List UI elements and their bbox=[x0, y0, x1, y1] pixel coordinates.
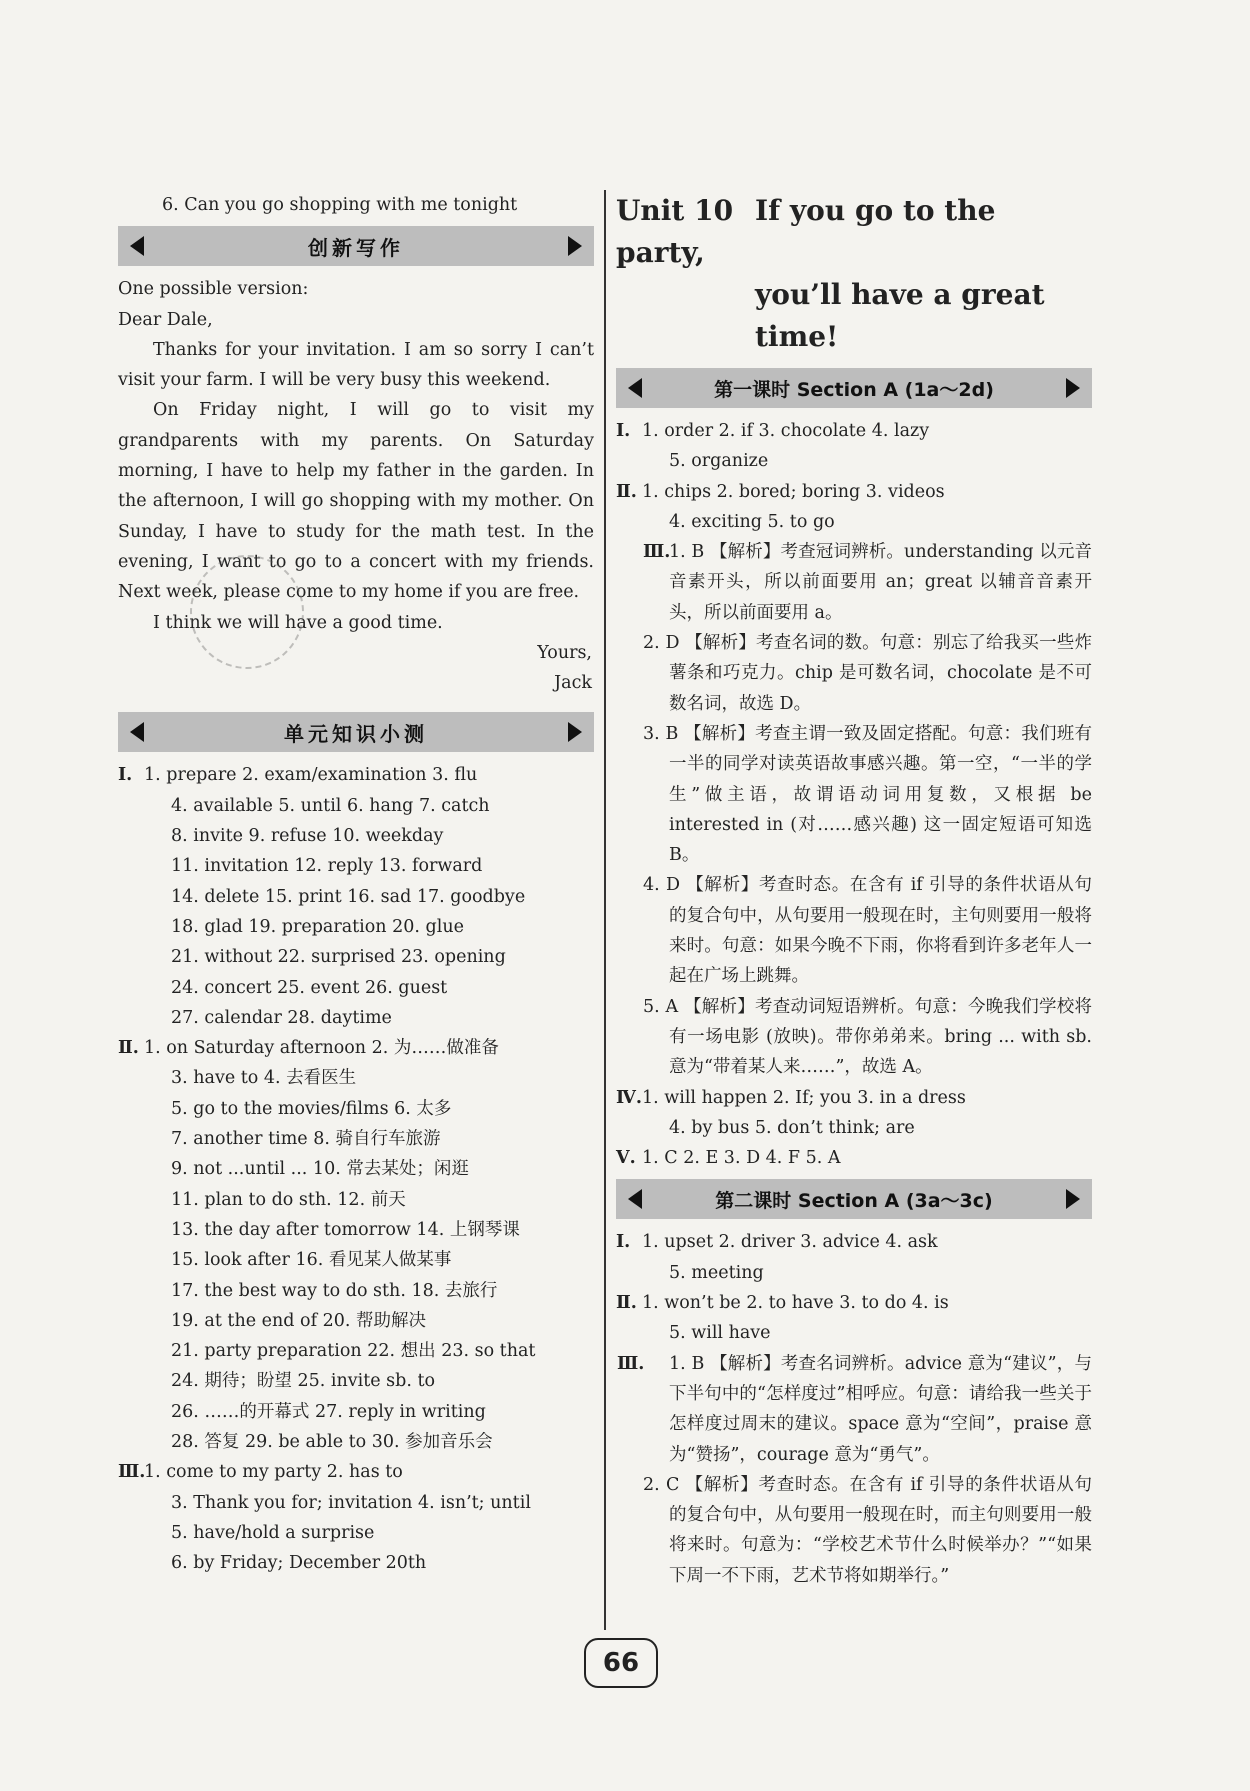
lesson-1-part-3-item: 5. A 【解析】考查动词短语辨析。句意：今晚我们学校将有一场电影 (放映)。带你弟弟来。bring ... with sb. 意为“带着某人来……”，故选 A。 bbox=[643, 996, 1092, 1078]
lesson-2-header bbox=[616, 1179, 1092, 1219]
lesson-1-part-3-item: 3. B 【解析】考查主谓一致及固定搭配。句意：我们班有一半的同学对读英语故事感兴趣。第一空，“一半的学生”做主语，故谓语动词用复数，又根据 be interested in (对……感兴趣) 这一固定短语可知选 B。 bbox=[643, 723, 1092, 866]
writing-header-label: 创新写作 bbox=[308, 235, 404, 260]
roman-numeral: Ⅰ. bbox=[118, 765, 133, 786]
lesson-1-part-2-row: Ⅱ. 1. chips 2. bored; boring 3. videos bbox=[616, 481, 945, 502]
quiz-part-2-row: 28. 答复 29. be able to 30. 参加音乐会 bbox=[171, 1431, 493, 1452]
lesson-1-part-1-row: Ⅰ. 1. order 2. if 3. chocolate 4. lazy bbox=[616, 421, 930, 441]
roman-numeral: Ⅲ. bbox=[118, 1462, 146, 1483]
lesson-1-part-2-row: 4. exciting 5. to go bbox=[669, 511, 835, 532]
unit-title-line-3: time! bbox=[755, 320, 839, 353]
quiz-part-2-row: 13. the day after tomorrow 14. 上钢琴课 bbox=[171, 1219, 520, 1240]
unit-title-line-2: you’ll have a great bbox=[755, 278, 1045, 311]
quiz-part-1-row: 21. without 22. surprised 23. opening bbox=[171, 947, 506, 968]
right-column bbox=[616, 190, 1092, 1591]
quiz-part-1-row: 8. invite 9. refuse 10. weekday bbox=[171, 826, 444, 847]
quiz-part-2-row: 26. ……的开幕式 27. reply in writing bbox=[171, 1401, 486, 1422]
right-arrow-icon bbox=[568, 722, 582, 742]
quiz-header-label: 单元知识小测 bbox=[284, 721, 428, 746]
quiz-part-3-row: 3. Thank you for; invitation 4. isn’t; until bbox=[171, 1492, 531, 1513]
lesson-1-part-1-row: 5. organize bbox=[669, 451, 769, 472]
quiz-part-2-row: 3. have to 4. 去看医生 bbox=[171, 1068, 357, 1089]
quiz-part-3-row: 6. by Friday; December 20th bbox=[171, 1553, 427, 1574]
letter-paragraph-2: On Friday night, I will go to visit my grandparents with my parents. On Saturday morning, I have to help my father in the garden. In the afternoon, I will go shopping with my mother. On Sunday, I have to study for the math test. In the evening, I want to go to a concert with my friends. Next week, please come to my home if you are free. bbox=[118, 400, 594, 603]
quiz-part-1-row: 24. concert 25. event 26. guest bbox=[171, 977, 448, 998]
writing-section-header bbox=[118, 226, 594, 266]
top-answer-line: 6. Can you go shopping with me tonight bbox=[162, 195, 518, 215]
letter-closing: Yours, bbox=[537, 642, 592, 663]
lesson-2-part-3-item: 2. C 【解析】考查时态。在含有 if 引导的条件状语从句的复合句中，从句要用一般现在时，而主句则要用一般将来时。句意为：“学校艺术节什么时候举办？”“如果下周一不下雨，艺术节将如期举行。” bbox=[643, 1474, 1092, 1586]
column-divider bbox=[604, 190, 606, 1630]
left-arrow-icon bbox=[628, 378, 642, 398]
quiz-part-3-row: Ⅲ.1. come to my party 2. has to bbox=[118, 1457, 594, 1487]
unit-label: Unit 10 bbox=[616, 194, 734, 227]
quiz-part-2-row: 15. look after 16. 看见某人做某事 bbox=[171, 1250, 452, 1271]
quiz-part-1-row: 27. calendar 28. daytime bbox=[171, 1007, 392, 1028]
quiz-part-2-row: 19. at the end of 20. 帮助解决 bbox=[171, 1310, 427, 1331]
lesson-1-part-3-item: 4. D 【解析】考查时态。在含有 if 引导的条件状语从句的复合句中，从句要用一般现在时，主句则要用一般将来时。句意：如果今晚不下雨，你将看到许多老年人一起在广场上跳舞。 bbox=[643, 875, 1092, 987]
letter-greeting: Dear Dale, bbox=[118, 309, 213, 330]
quiz-part-2-row: Ⅱ. 1. on Saturday afternoon 2. 为……做准备 bbox=[118, 1033, 594, 1063]
left-arrow-icon bbox=[130, 722, 144, 742]
lesson-2-part-3-item: Ⅲ. 1. B 【解析】考查名词辨析。advice 意为“建议”，与下半句中的“怎样度过”相呼应。句意：请给我一些关于怎样度过周末的建议。space 意为“空间”，praise 意为“赞扬”，courage 意为“勇气”。 bbox=[617, 1353, 1092, 1465]
lesson-2-part-2-row: 5. will have bbox=[669, 1323, 771, 1344]
quiz-part-1-row: 18. glad 19. preparation 20. glue bbox=[171, 916, 464, 937]
quiz-part-2-row: 9. not ...until ... 10. 常去某处；闲逛 bbox=[171, 1159, 469, 1180]
page-number: 66 bbox=[584, 1638, 658, 1688]
quiz-part-2-row: 7. another time 8. 骑自行车旅游 bbox=[171, 1129, 441, 1150]
lesson-1-header-label: 第一课时 Section A (1a～2d) bbox=[714, 378, 994, 401]
right-arrow-icon bbox=[568, 236, 582, 256]
letter-paragraph-3: I think we will have a good time. bbox=[153, 612, 443, 633]
roman-numeral: Ⅱ. bbox=[118, 1038, 139, 1059]
quiz-part-1-row: Ⅰ. 1. prepare 2. exam/examination 3. flu bbox=[118, 760, 594, 790]
lesson-1-part-3-item: 2. D 【解析】考查名词的数。句意：别忘了给我买一些炸薯条和巧克力。chip 是可数名词，chocolate 是不可数名词，故选 D。 bbox=[643, 633, 1092, 714]
letter-signature: Jack bbox=[554, 673, 592, 694]
quiz-part-1-row: 4. available 5. until 6. hang 7. catch bbox=[171, 795, 490, 816]
lesson-1-part-3-item: Ⅲ.1. B 【解析】考查冠词辨析。understanding 以元音音素开头，所以前面要用 an；great 以辅音音素开头，所以前面要用 a。 bbox=[643, 542, 1092, 623]
writing-intro: One possible version: bbox=[118, 279, 309, 300]
quiz-part-2-row: 24. 期待；盼望 25. invite sb. to bbox=[171, 1371, 436, 1392]
quiz-part-2-row: 17. the best way to do sth. 18. 去旅行 bbox=[171, 1280, 498, 1301]
quiz-part-2-row: 21. party preparation 22. 想出 23. so that bbox=[171, 1341, 536, 1362]
lesson-2-part-1-row: 5. meeting bbox=[669, 1262, 764, 1283]
lesson-2-part-1-row: Ⅰ. 1. upset 2. driver 3. advice 4. ask bbox=[616, 1232, 938, 1253]
left-column bbox=[118, 190, 594, 1578]
left-arrow-icon bbox=[628, 1189, 642, 1209]
lesson-2-header-label: 第二课时 Section A (3a～3c) bbox=[715, 1189, 993, 1212]
quiz-part-3-row: 5. have/hold a surprise bbox=[171, 1522, 375, 1543]
quiz-part-2-row: 5. go to the movies/films 6. 太多 bbox=[171, 1098, 452, 1119]
right-arrow-icon bbox=[1066, 378, 1080, 398]
lesson-1-part-4-row: Ⅳ.1. will happen 2. If; you 3. in a dress bbox=[616, 1087, 966, 1108]
quiz-part-1-row: 14. delete 15. print 16. sad 17. goodbye bbox=[171, 886, 526, 907]
unit-title-line-1: If you go to the party, bbox=[616, 194, 996, 269]
lesson-1-header bbox=[616, 368, 1092, 408]
lesson-1-part-4-row: 4. by bus 5. don’t think; are bbox=[669, 1117, 915, 1138]
right-arrow-icon bbox=[1066, 1189, 1080, 1209]
lesson-1-part-5-row: Ⅴ. 1. C 2. E 3. D 4. F 5. A bbox=[616, 1148, 841, 1169]
unit-title bbox=[616, 190, 1092, 358]
quiz-part-2-row: 11. plan to do sth. 12. 前天 bbox=[171, 1189, 406, 1210]
left-arrow-icon bbox=[130, 236, 144, 256]
lesson-2-part-2-row: Ⅱ. 1. won’t be 2. to have 3. to do 4. is bbox=[616, 1293, 949, 1314]
quiz-part-1-row: 11. invitation 12. reply 13. forward bbox=[171, 856, 483, 877]
quiz-section-header bbox=[118, 712, 594, 752]
letter-paragraph-1: Thanks for your invitation. I am so sorry I can’t visit your farm. I will be very busy this weekend. bbox=[118, 339, 594, 391]
